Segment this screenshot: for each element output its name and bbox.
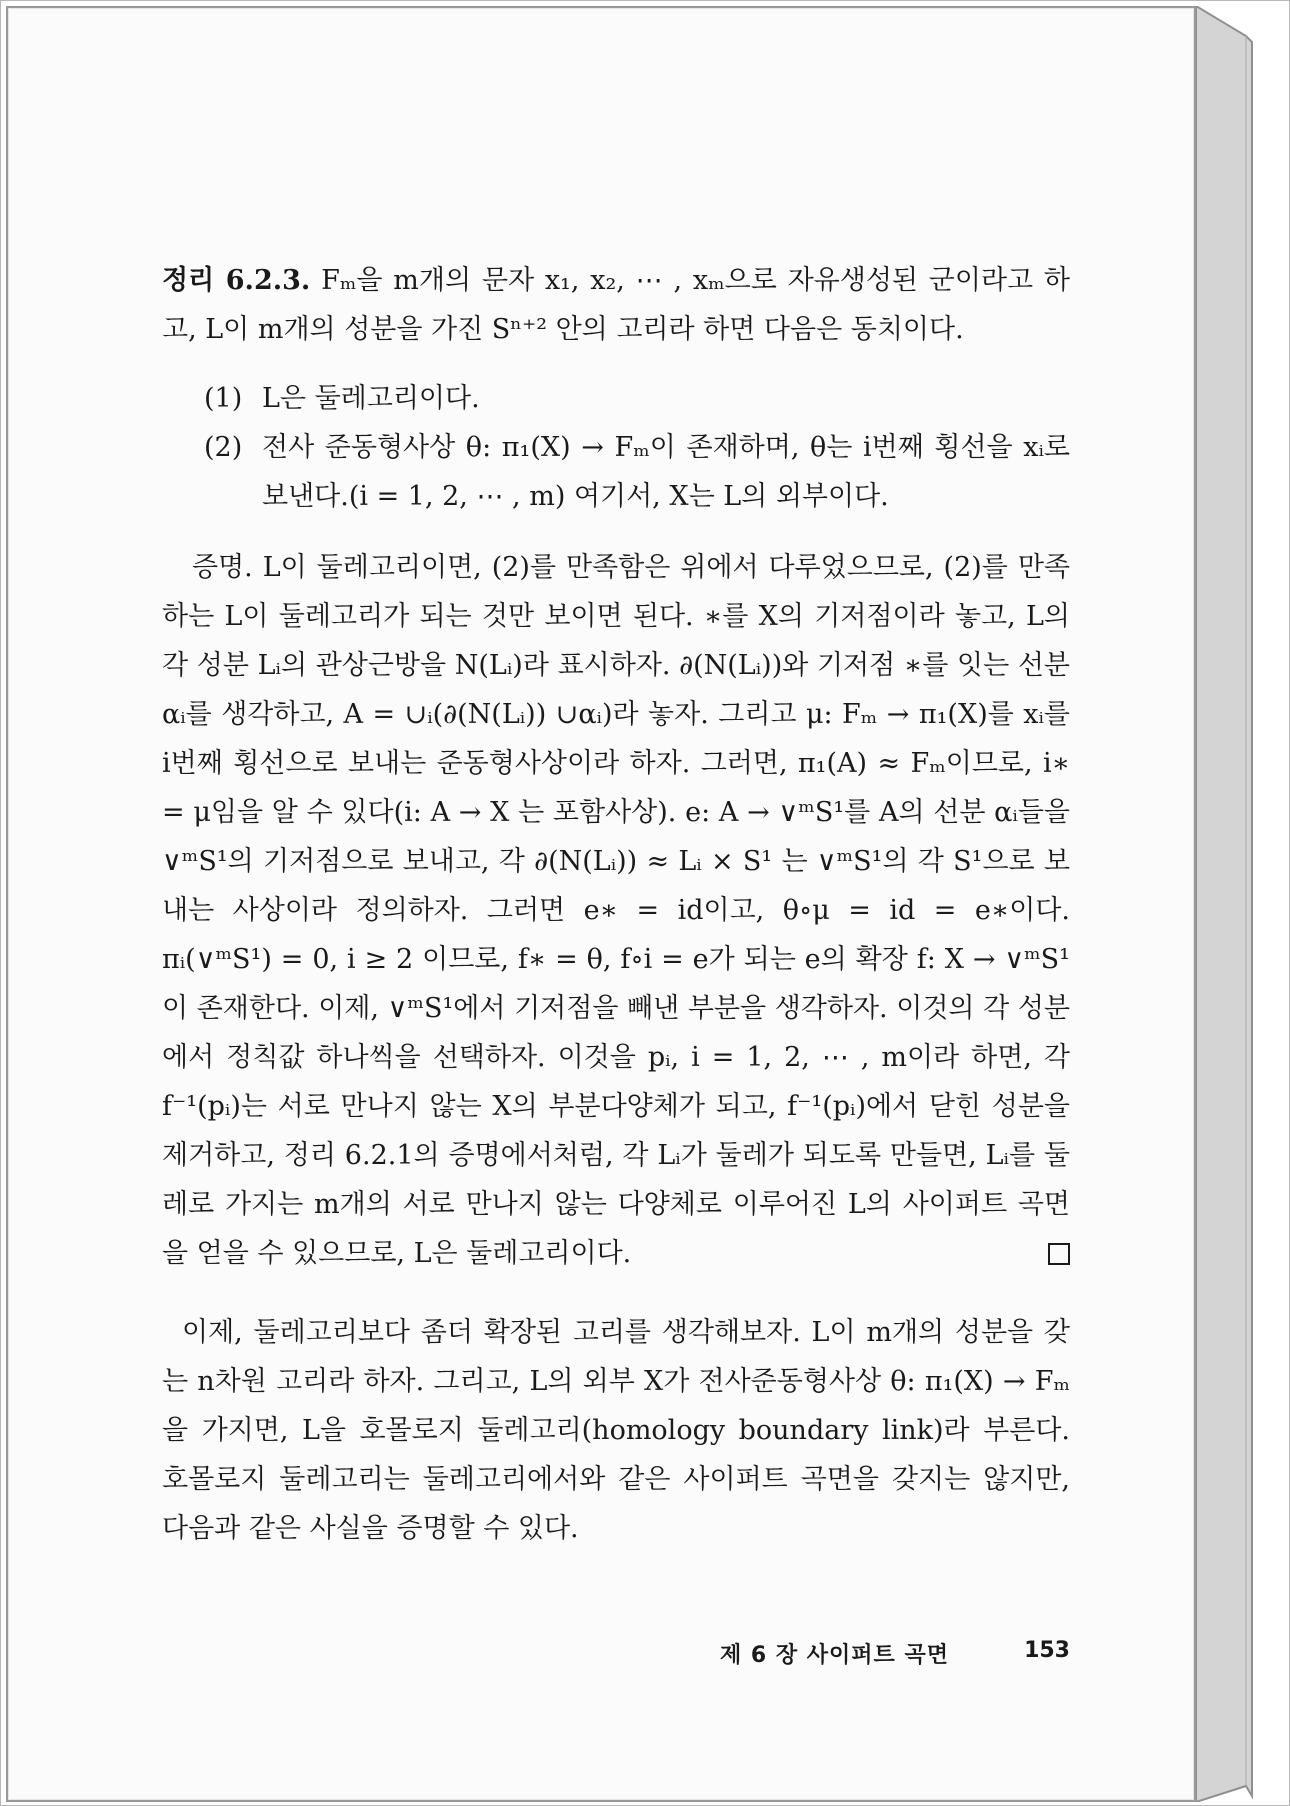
- theorem-conditions: [162, 374, 1070, 521]
- page-content: [162, 256, 1070, 1553]
- theorem-statement: Fₘ을 m개의 문자 x₁, x₂, ⋯ , xₘ으로 자유생성된 군이라고 하고, L이 m개의 성분을 가진 Sⁿ⁺² 안의 고리라 하면 다음은 동치이다.: [162, 265, 1070, 345]
- theorem-paragraph: [162, 256, 1070, 354]
- condition-text: L은 둘레고리이다.: [262, 383, 480, 414]
- condition-item-2: [162, 423, 1070, 521]
- page-footer: [720, 1638, 1070, 1669]
- chapter-title: 제 6 장 사이퍼트 곡면: [720, 1643, 949, 1668]
- condition-number: (2): [204, 432, 243, 463]
- condition-item-1: [162, 374, 1070, 423]
- next-paragraph-text: 이제, 둘레고리보다 좀더 확장된 고리를 생각해보자. L이 m개의 성분을 갖는 n차원 고리라 하자. 그리고, L의 외부 X가 전사준동형사상 θ: π₁(X) → Fₘ을 가지면, L을 호몰로지 둘레고리(homology boundary link)라 부른다. 호몰로지 둘레고리는 둘레고리에서와 같은 사이퍼트 곡면을 갖지는 않지만, 다음과 같은 사실을 증명할 수 있다.: [162, 1317, 1070, 1544]
- theorem-heading: 정리 6.2.3.: [162, 265, 311, 296]
- page-number: 153: [1024, 1638, 1070, 1663]
- proof-text: 증명. L이 둘레고리이면, (2)를 만족함은 위에서 다루었으므로, (2)를 만족하는 L이 둘레고리가 되는 것만 보이면 된다. ∗를 X의 기저점이라 놓고, L의 각 성분 Lᵢ의 관상근방을 N(Lᵢ)라 표시하자. ∂(N(Lᵢ))와 기저점 ∗를 잇는 선분 αᵢ를 생각하고, A = ∪ᵢ(∂(N(Lᵢ)) ∪αᵢ)라 놓자. 그리고 μ: Fₘ → π₁(X)를 xᵢ를 i번째 횡선으로 보내는 준동형사상이라 하자. 그러면, π₁(A) ≈ Fₘ이므로, i∗ = μ임을 알 수 있다(i: A → X 는 포함사상). e: A → ∨ᵐS¹를 A의 선분 αᵢ들을 ∨ᵐS¹의 기저점으로 보내고, 각 ∂(N(Lᵢ)) ≈ Lᵢ × S¹ 는 ∨ᵐS¹의 각 S¹으로 보내는 사상이라 정의하자. 그러면 e∗ = id이고, θ∘μ = id = e∗이다. πᵢ(∨ᵐS¹) = 0, i ≥ 2 이므로, f∗ = θ, f∘i = e가 되는 e의 확장 f: X → ∨ᵐS¹이 존재한다. 이제, ∨ᵐS¹에서 기저점을 빼낸 부분을 생각하자. 이것의 각 성분에서 정칙값 하나씩을 선택하자. 이것을 pᵢ, i = 1, 2, ⋯ , m이라 하면, 각 f⁻¹(pᵢ)는 서로 만나지 않는 X의 부분다양체가 되고, f⁻¹(pᵢ)에서 닫힌 성분을 제거하고, 정리 6.2.1의 증명에서처럼, 각 Lᵢ가 둘레가 되도록 만들면, Lᵢ를 둘레로 가지는 m개의 서로 만나지 않는 다양체로 이루어진 L의 사이퍼트 곡면을 얻을 수 있으므로, L은 둘레고리이다.: [162, 552, 1070, 1269]
- condition-text: 전사 준동형사상 θ: π₁(X) → Fₘ이 존재하며, θ는 i번째 횡선을 xᵢ로 보낸다.(i = 1, 2, ⋯ , m) 여기서, X는 L의 외부이다.: [262, 432, 1070, 512]
- condition-number: (1): [204, 383, 243, 414]
- next-paragraph: [162, 1308, 1070, 1553]
- book-spine: [1196, 6, 1254, 1802]
- proof-paragraph: [162, 543, 1070, 1278]
- qed-square-icon: [1048, 1243, 1070, 1265]
